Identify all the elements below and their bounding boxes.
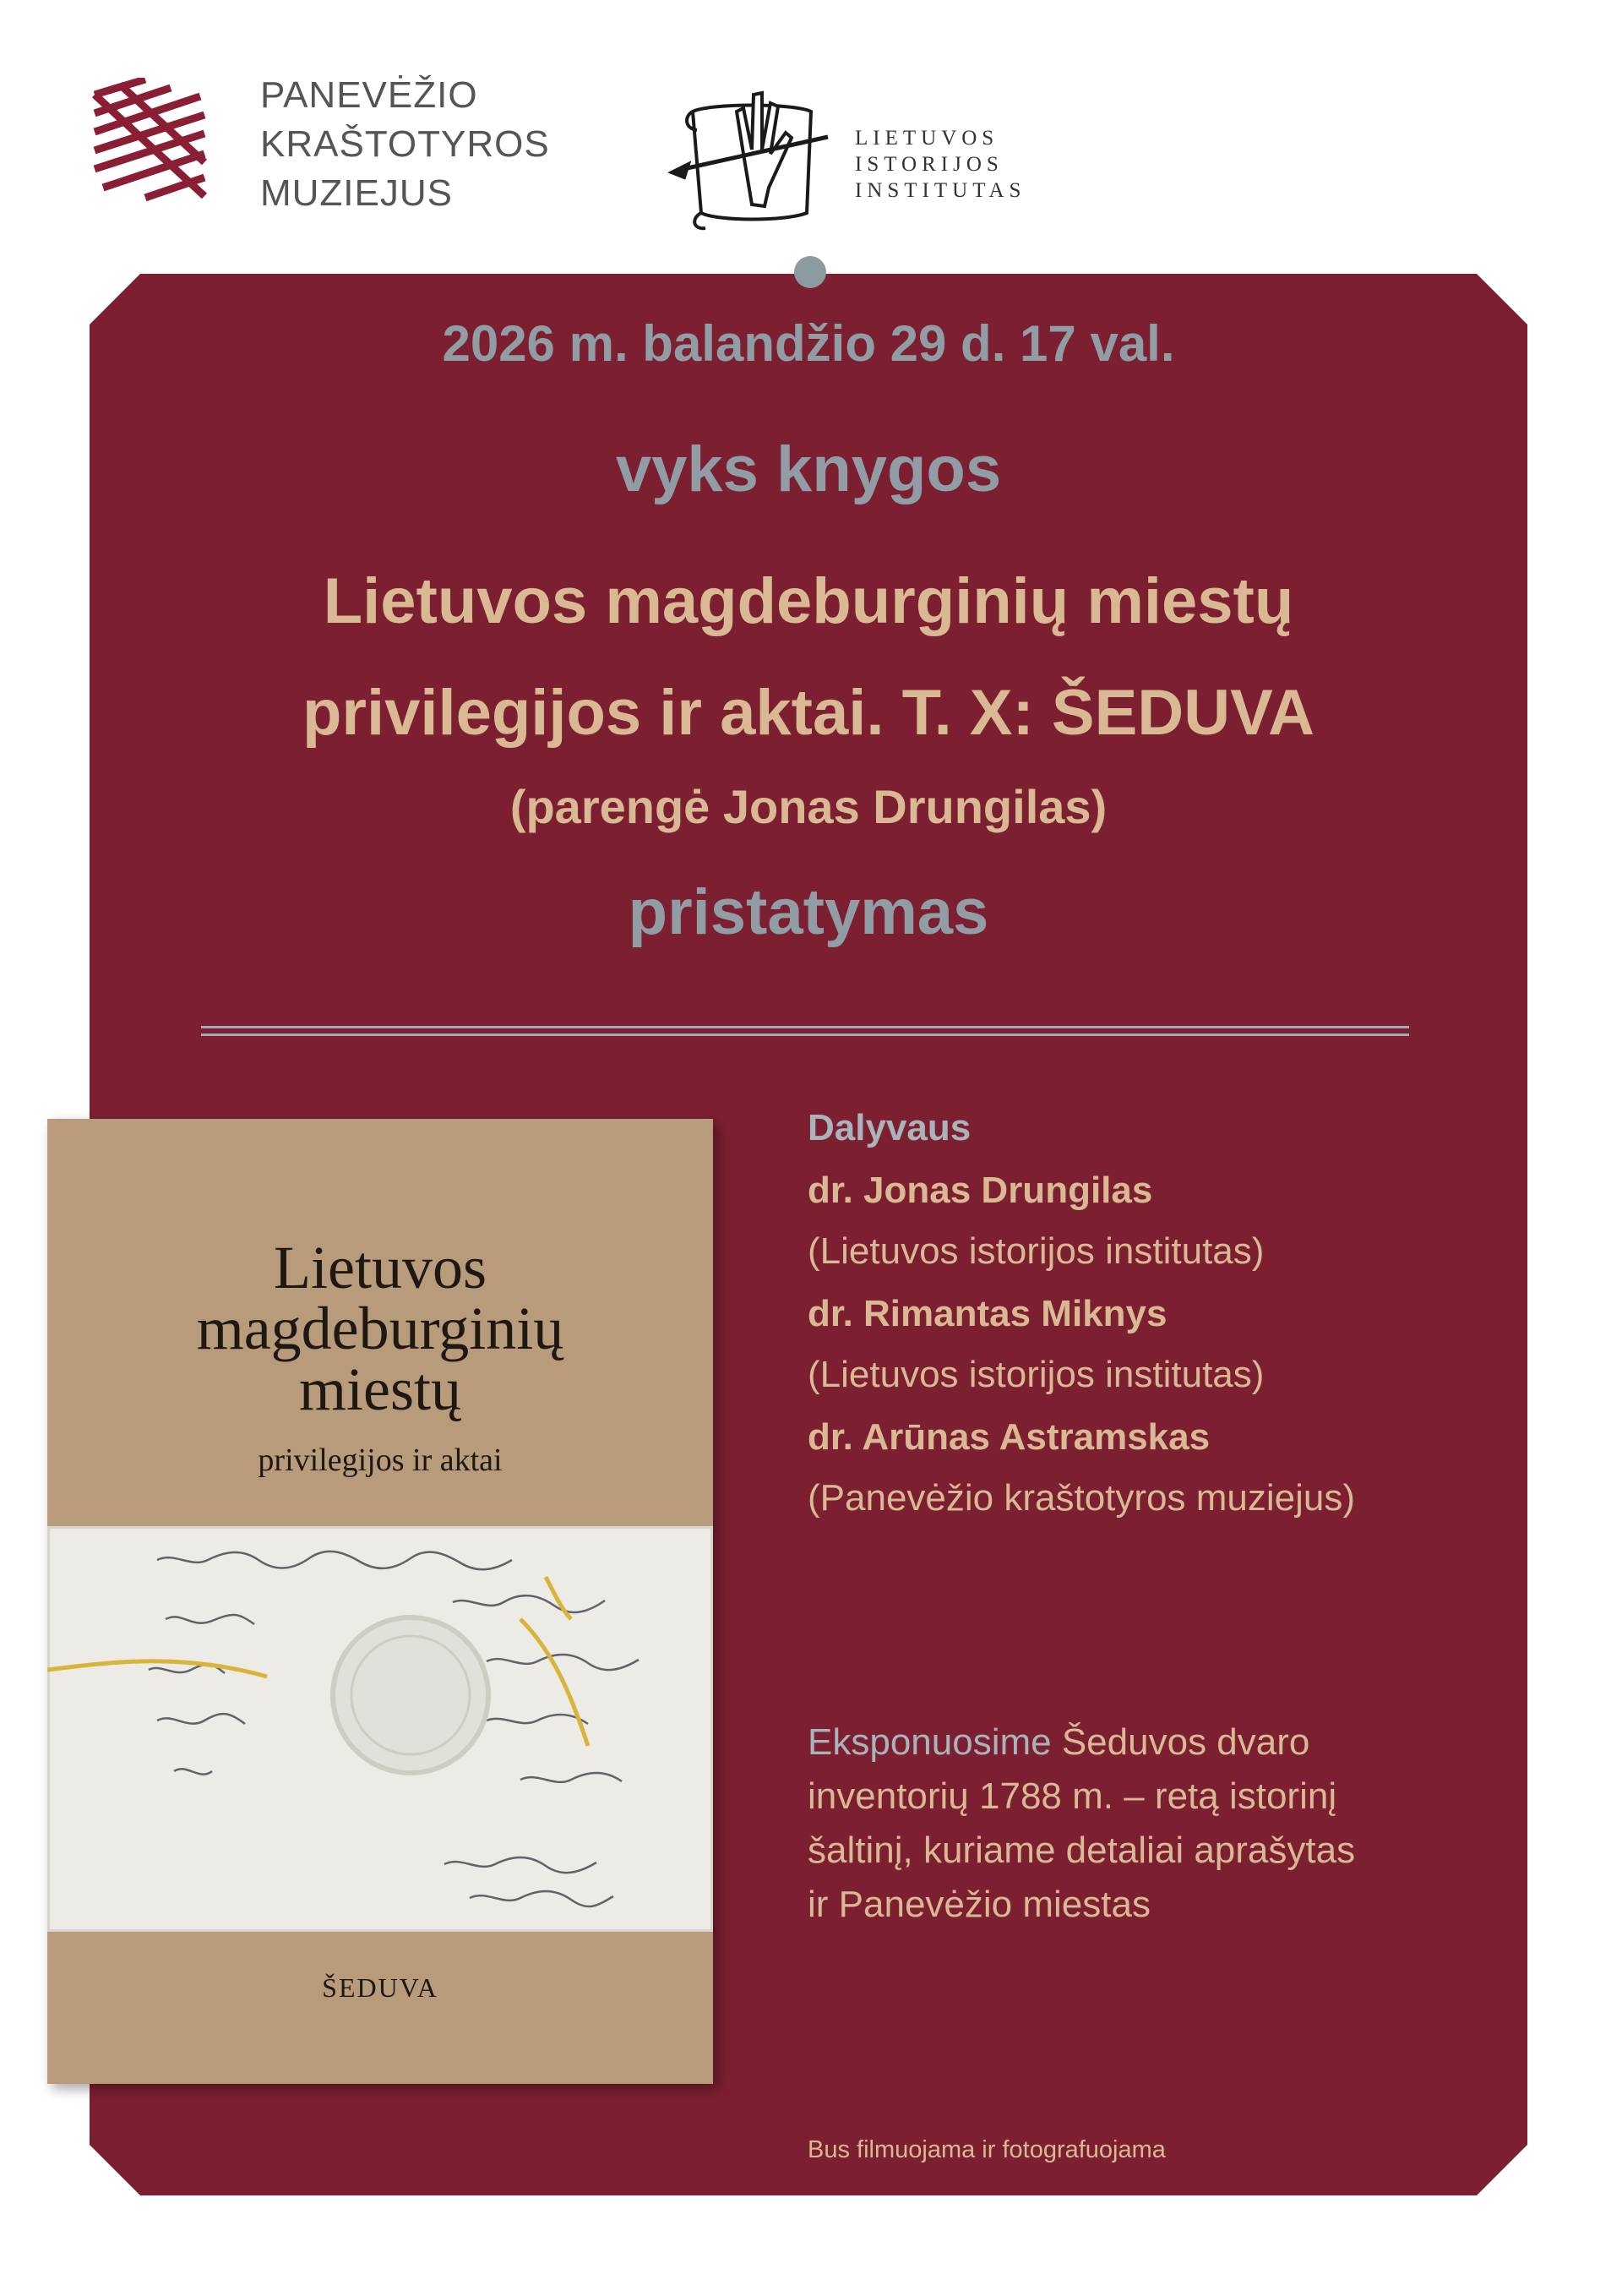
participant-name: dr. Rimantas Miknys	[808, 1293, 1168, 1334]
museum-logo-mark-icon	[86, 78, 213, 205]
participant-org: (Lietuvos istorijos institutas)	[808, 1354, 1265, 1395]
exhibit-paragraph	[808, 1715, 1500, 1932]
institute-logo	[659, 52, 1064, 238]
exhibit-line2: inventorių 1788 m. – retą istorinį	[808, 1775, 1337, 1817]
exhibit-lead: Eksponuosime	[808, 1721, 1052, 1763]
cover-subtitle: privilegijos ir aktai	[258, 1442, 503, 1478]
museum-logo	[86, 71, 559, 215]
manuscript-seal-picture	[47, 1526, 713, 1932]
exhibit-line3: šaltinį, kuriame detaliai aprašytas	[808, 1830, 1356, 1871]
exhibit-line4: ir Panevėžio miestas	[808, 1884, 1151, 1925]
event-outro: pristatymas	[628, 876, 989, 948]
participant-name: dr. Arūnas Astramskas	[808, 1416, 1211, 1458]
institute-logo-text	[855, 125, 1026, 204]
event-intro: vyks knygos	[615, 434, 1002, 505]
panel-pin-dot	[794, 256, 826, 288]
participants-label: Dalyvaus	[808, 1107, 972, 1148]
museum-logo-line: PANEVĖŽIO	[260, 74, 478, 116]
exhibit-line1	[808, 1715, 1500, 1770]
museum-logo-line: KRAŠTOTYROS	[260, 123, 550, 165]
double-divider	[201, 1026, 1409, 1036]
book-editor: (parengė Jonas Drungilas)	[509, 780, 1108, 833]
book-cover-image	[47, 1119, 713, 2084]
footer-note: Bus filmuojama ir fotografuojama	[808, 2136, 1166, 2163]
institute-logo-line: LIETUVOS	[855, 127, 999, 150]
book-title-line2: privilegijos ir aktai. T. X: ŠEDUVA	[302, 677, 1315, 749]
institute-logo-line: ISTORIJOS	[855, 153, 1004, 176]
cover-volume: ŠEDUVA	[322, 1972, 438, 2003]
museum-logo-text	[260, 71, 550, 218]
museum-logo-line: MUZIEJUS	[260, 172, 453, 214]
cover-title-line2: magdeburginių	[196, 1295, 564, 1362]
institute-logo-line: INSTITUTAS	[855, 179, 1026, 202]
cover-title-line1: Lietuvos	[274, 1234, 487, 1301]
book-title-line1: Lietuvos magdeburginių miestų	[323, 565, 1294, 637]
cover-title-line3: miestų	[299, 1355, 461, 1423]
participant-org: (Lietuvos istorijos institutas)	[808, 1230, 1265, 1272]
exhibit-line1-rest: Šeduvos dvaro	[1051, 1721, 1310, 1763]
participant-name: dr. Jonas Drungilas	[808, 1170, 1153, 1211]
event-date: 2026 m. balandžio 29 d. 17 val.	[442, 315, 1175, 372]
participant-org: (Panevėžio kraštotyros muziejus)	[808, 1477, 1356, 1519]
institute-logo-hand-scroll-icon	[659, 52, 845, 238]
